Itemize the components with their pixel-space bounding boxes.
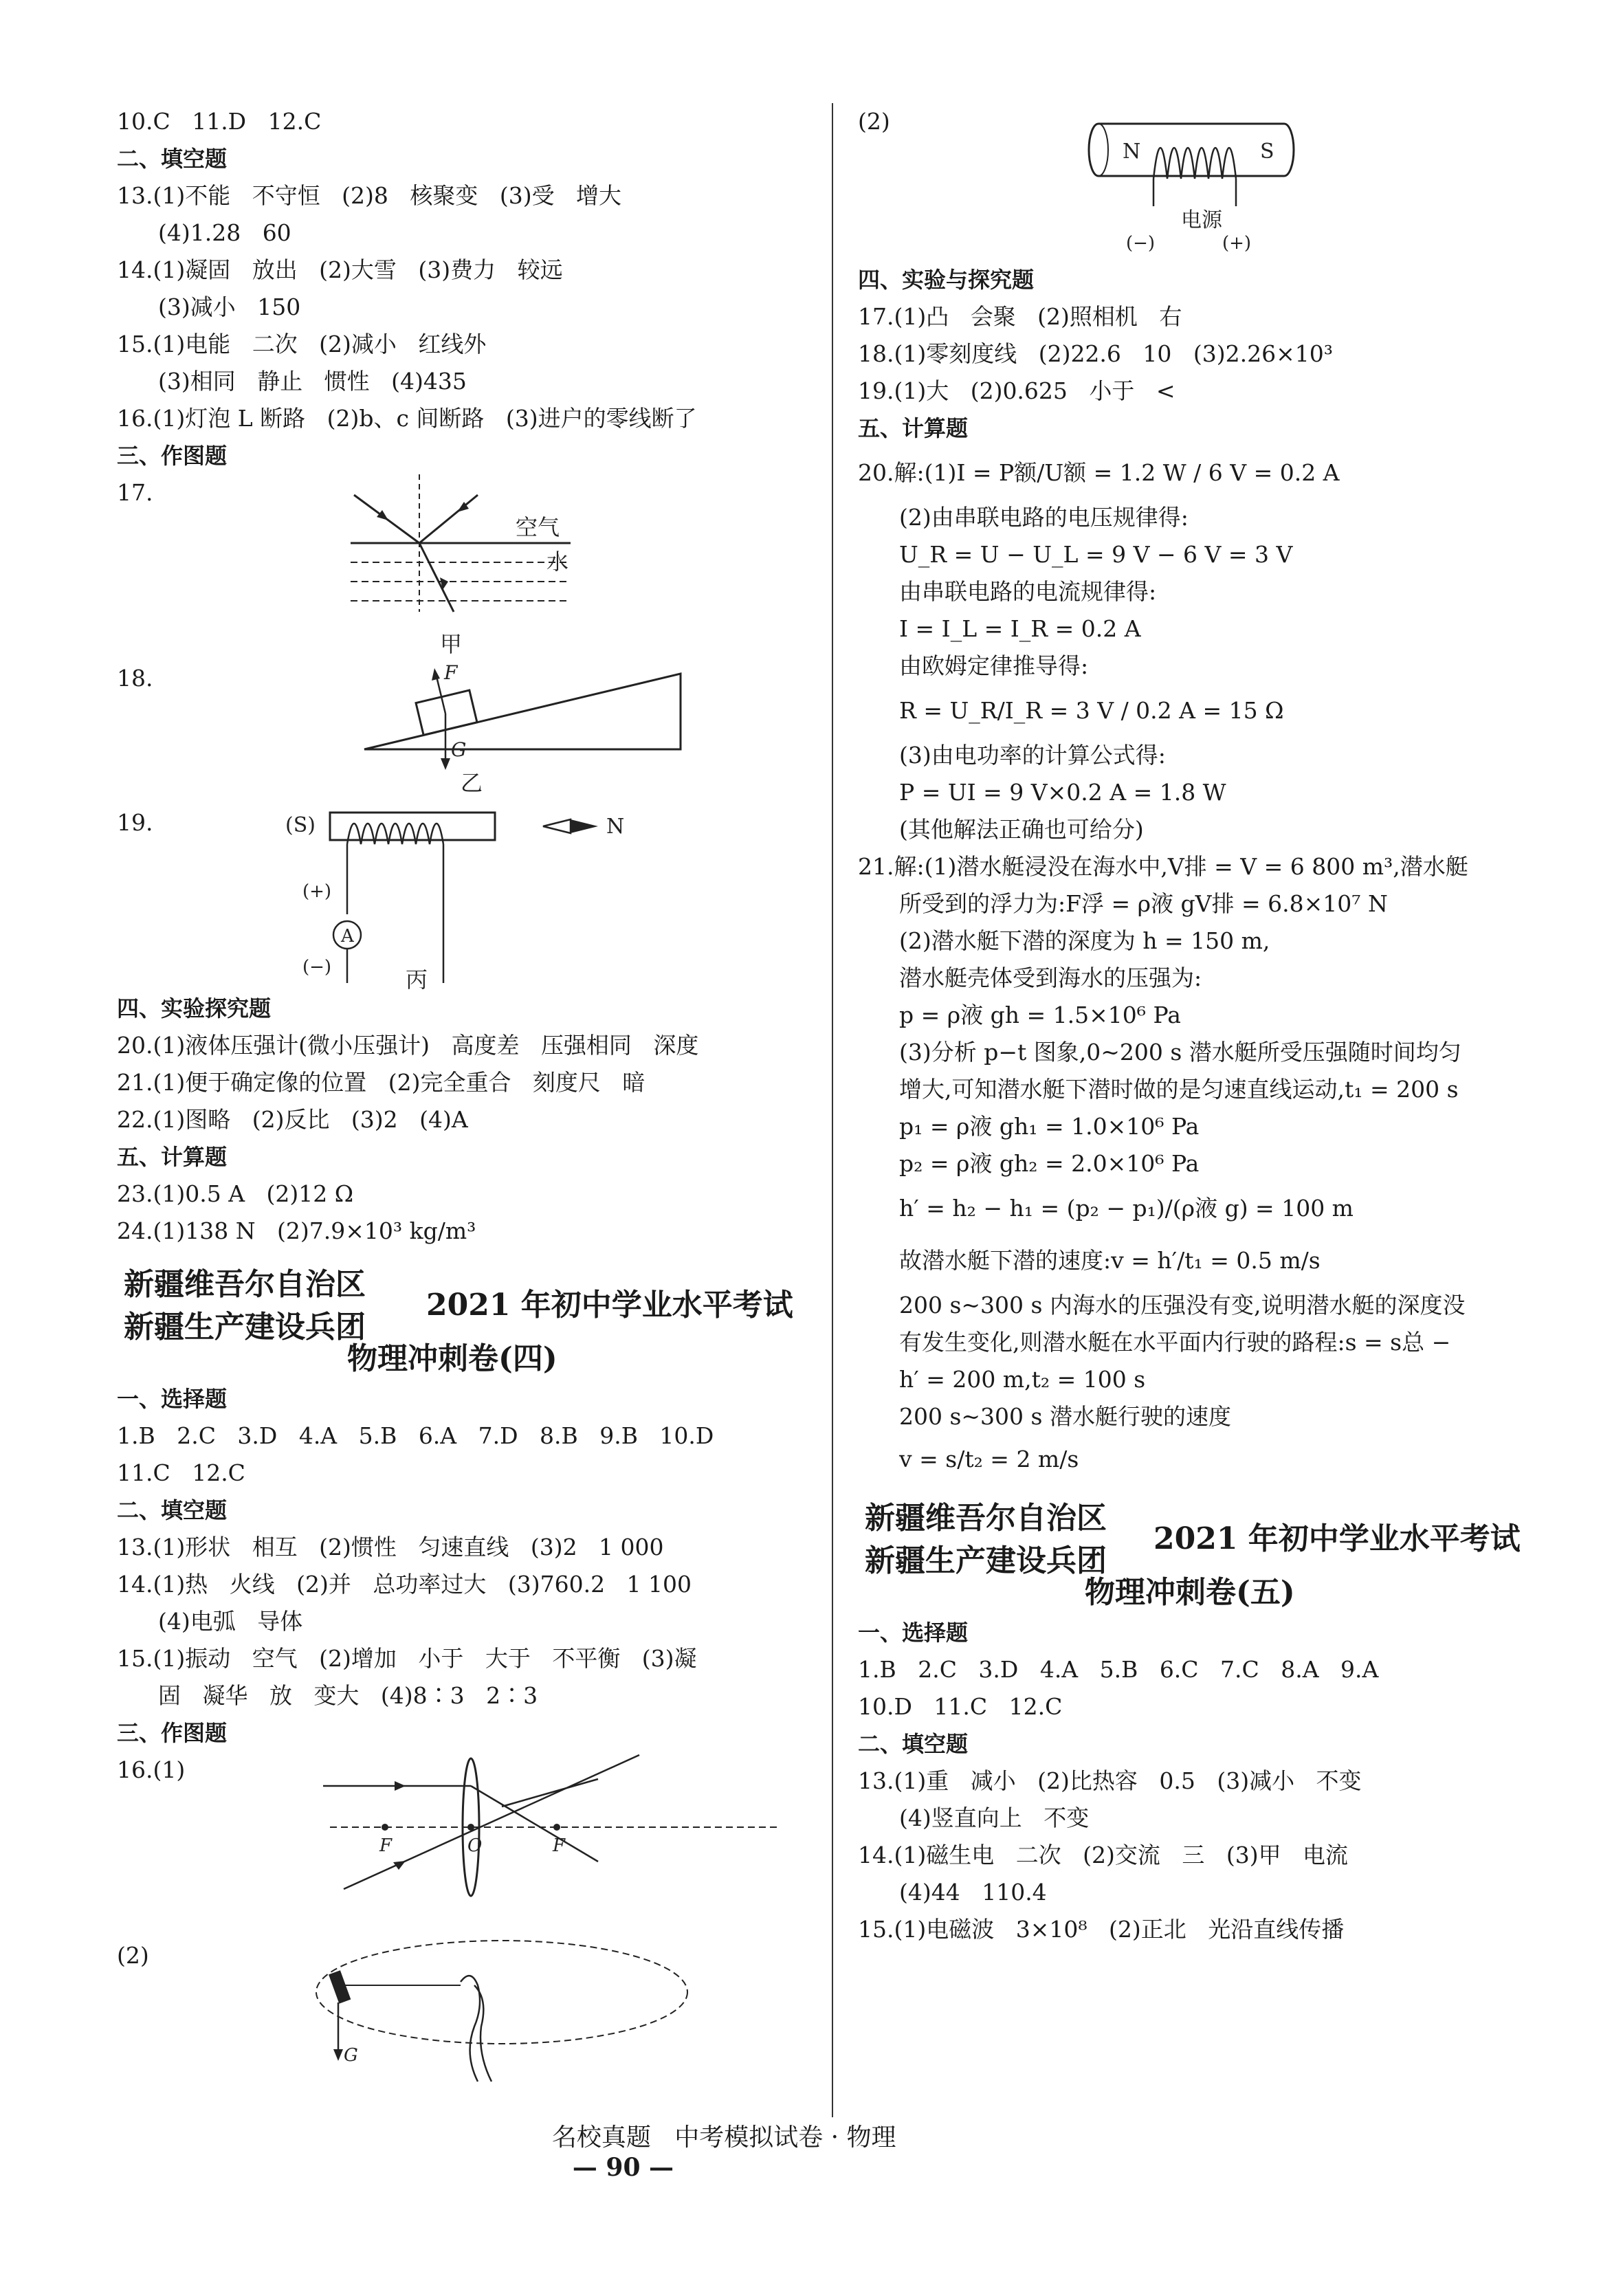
answer-line: (4)1.28 60 [158,219,291,246]
pole-N-label: N [1123,140,1141,164]
minus-terminal: (−) [302,957,332,978]
answer-line: 11.C 12.C [117,1459,245,1486]
compass-N-label: N [606,815,625,839]
solution-line: (3)分析 p−t 图象,0~200 s 潜水艇所受压强随时间均匀 [899,1039,1461,1066]
solution-line: (2)潜水艇下潜的深度为 h = 150 m, [899,927,1270,954]
section-heading: 二、填空题 [117,146,228,172]
incline-diagram [117,660,804,804]
answer-line: 10.C 11.D 12.C [117,108,322,135]
figure-caption: 丙 [406,967,428,990]
solution-line: 故潜水艇下潜的速度:v = h′/t₁ = 0.5 m/s [899,1247,1321,1274]
question-number: (2) [858,108,890,135]
answer-line: 13.(1)重 减小 (2)比热容 0.5 (3)减小 不变 [858,1767,1362,1794]
plus-terminal: (+) [1222,233,1252,254]
section-heading: 二、填空题 [117,1497,228,1523]
question-number: 18. [117,665,153,692]
answer-line: 21.(1)便于确定像的位置 (2)完全重合 刻度尺 暗 [117,1069,645,1096]
circular-motion-diagram [117,1937,804,2095]
answer-line: (3)相同 静止 惯性 (4)435 [158,368,467,395]
answer-line: 20.(1)液体压强计(微小压强计) 高度差 压强相同 深度 [117,1032,699,1059]
gravity-G-label: G [344,2045,358,2066]
ammeter-label: A [341,926,354,947]
section-heading: 一、选择题 [858,1620,969,1646]
answer-line: 1.B 2.C 3.D 4.A 5.B 6.C 7.C 8.A 9.A [858,1656,1379,1683]
answer-line: (4)44 110.4 [899,1879,1047,1906]
section-heading: 四、实验与探究题 [858,267,1035,293]
solution-line: R = U_R/I_R = 3 V / 0.2 A = 15 Ω [899,697,1284,724]
solution-line: 200 s~300 s 内海水的压强没有变,说明潜水艇的深度没 [899,1292,1466,1318]
pole-S-label: S [1260,140,1274,164]
solution-line: h′ = h₂ − h₁ = (p₂ − p₁)/(ρ液 g) = 100 m [899,1195,1354,1222]
solution-line: 潜水艇壳体受到海水的压强为: [899,964,1202,991]
section-heading: 五、计算题 [117,1144,228,1170]
solution-line: p₁ = ρ液 gh₁ = 1.0×10⁶ Pa [899,1113,1200,1140]
answer-line: 17.(1)凸 会聚 (2)照相机 右 [858,303,1182,330]
solution-line: v = s/t₂ = 2 m/s [899,1446,1079,1472]
answer-line: 24.(1)138 N (2)7.9×10³ kg/m³ [117,1217,476,1244]
answer-line: 10.D 11.C 12.C [858,1693,1063,1720]
section-heading: 四、实验探究题 [117,995,272,1022]
minus-terminal: (−) [1126,233,1156,254]
lens-diagram [117,1752,804,1937]
answer-line: 13.(1)形状 相互 (2)惯性 匀速直线 (3)2 1 000 [117,1534,664,1560]
force-F-label: F [444,661,458,684]
plus-terminal: (+) [302,881,332,902]
question-number: 16.(1) [117,1756,186,1783]
figure-caption: 甲 [440,631,463,657]
solution-line: 200 s~300 s 潜水艇行驶的速度 [899,1403,1231,1430]
paper-title: 物理冲刺卷(五) [1085,1575,1295,1610]
gravity-G-label: G [451,738,467,761]
figure-16-2 [117,1937,818,2095]
air-label: 空气 [516,514,560,540]
figure-caption: 乙 [461,770,483,796]
region-title: 新疆生产建设兵团 [124,1310,366,1345]
answer-line: 15.(1)电能 二次 (2)减小 红线外 [117,331,487,357]
answer-line: 22.(1)图略 (2)反比 (3)2 (4)A [117,1106,468,1133]
solution-line: 所受到的浮力为:F浮 = ρ液 gV排 = 6.8×10⁷ N [899,890,1388,917]
exam-title: 2021 年初中学业水平考试 [426,1288,793,1323]
focus-F-right: F [553,1835,566,1856]
solution-line: 由串联电路的电流规律得: [899,578,1157,605]
solenoid-diagram [858,103,1545,261]
solution-line: 由欧姆定律推导得: [899,652,1089,679]
answer-line: 固 凝华 放 变大 (4)8∶3 2∶3 [158,1682,538,1709]
section-heading: 二、填空题 [858,1731,969,1757]
right-column [858,103,1552,1948]
answer-line: 13.(1)不能 不守恒 (2)8 核聚变 (3)受 增大 [117,182,622,209]
solution-line: p₂ = ρ液 gh₂ = 2.0×10⁶ Pa [899,1150,1200,1177]
solution-line: (3)由电功率的计算公式得: [899,742,1166,769]
solution-line: 增大,可知潜水艇下潜时做的是匀速直线运动,t₁ = 200 s [899,1076,1459,1103]
question-number: (2) [117,1942,149,1969]
column-divider [832,103,833,2117]
figure-14-2 [858,103,1552,261]
focus-F-left: F [379,1835,393,1856]
exam-title: 2021 年初中学业水平考试 [1153,1521,1521,1556]
answer-line: (4)竖直向上 不变 [899,1804,1090,1831]
question-number: 17. [117,479,153,506]
solution-line: 有发生变化,则潜水艇在水平面内行驶的路程:s = s总 − [899,1329,1451,1356]
solution-line: U_R = U − U_L = 9 V − 6 V = 3 V [899,541,1293,568]
solution-line: (2)由串联电路的电压规律得: [899,504,1189,531]
page-footer [536,2090,896,2182]
optical-center-O: O [467,1835,483,1856]
pole-S-label: (S) [285,813,316,837]
electromagnet-diagram [117,804,804,990]
section-heading: 一、选择题 [117,1386,228,1412]
section-heading: 三、作图题 [117,1720,228,1746]
answer-line: (3)减小 150 [158,294,301,320]
solution-line: (其他解法正确也可给分) [899,816,1144,843]
question-number: 19. [117,809,153,836]
refraction-diagram [117,474,804,660]
page-number: — 90 — [572,2153,674,2182]
figure-17 [117,474,818,660]
answer-line: 14.(1)凝固 放出 (2)大雪 (3)费力 较远 [117,256,563,283]
figure-19 [117,804,818,990]
figure-18 [117,660,818,804]
solution-line: I = I_L = I_R = 0.2 A [899,615,1141,642]
answer-line: 23.(1)0.5 A (2)12 Ω [117,1180,354,1207]
solution-line: P = UI = 9 V×0.2 A = 1.8 W [899,779,1226,806]
answer-line: 14.(1)热 火线 (2)并 总功率过大 (3)760.2 1 100 [117,1571,692,1598]
answer-line: 19.(1)大 (2)0.625 小于 < [858,377,1175,404]
section-heading: 三、作图题 [117,443,228,469]
section-heading: 五、计算题 [858,415,969,441]
water-label: 水 [546,549,569,575]
region-title: 新疆维吾尔自治区 [124,1267,366,1302]
answer-line: 15.(1)振动 空气 (2)增加 小于 大于 不平衡 (3)凝 [117,1645,697,1672]
solution-line: 20.解:(1)I = P额/U额 = 1.2 W / 6 V = 0.2 A [858,459,1340,486]
answer-line: 14.(1)磁生电 二次 (2)交流 三 (3)甲 电流 [858,1842,1349,1868]
solution-line: h′ = 200 m,t₂ = 100 s [899,1366,1146,1393]
exam-header [858,1493,1552,1610]
answer-line: 16.(1)灯泡 L 断路 (2)b、c 间断路 (3)进户的零线断了 [117,405,697,432]
answer-line: 1.B 2.C 3.D 4.A 5.B 6.A 7.D 8.B 9.B 10.D [117,1422,714,1449]
exam-header [117,1259,818,1376]
solution-line: p = ρ液 gh = 1.5×10⁶ Pa [899,1002,1181,1028]
answer-line: 18.(1)零刻度线 (2)22.6 10 (3)2.26×10³ [858,340,1333,367]
answer-line: 15.(1)电磁波 3×10⁸ (2)正北 光沿直线传播 [858,1916,1345,1943]
answer-line: (4)电弧 导体 [158,1608,303,1635]
left-column [117,103,818,2095]
figure-16-1 [117,1752,818,1937]
footer-title: 名校真题 中考模拟试卷 · 物理 [551,2123,896,2152]
region-title: 新疆维吾尔自治区 [865,1501,1107,1536]
solution-line: 21.解:(1)潜水艇浸没在海水中,V排 = V = 6 800 m³,潜水艇 [858,853,1468,880]
paper-title: 物理冲刺卷(四) [347,1341,557,1376]
region-title: 新疆生产建设兵团 [865,1543,1107,1578]
power-source-label: 电源 [1181,208,1222,232]
